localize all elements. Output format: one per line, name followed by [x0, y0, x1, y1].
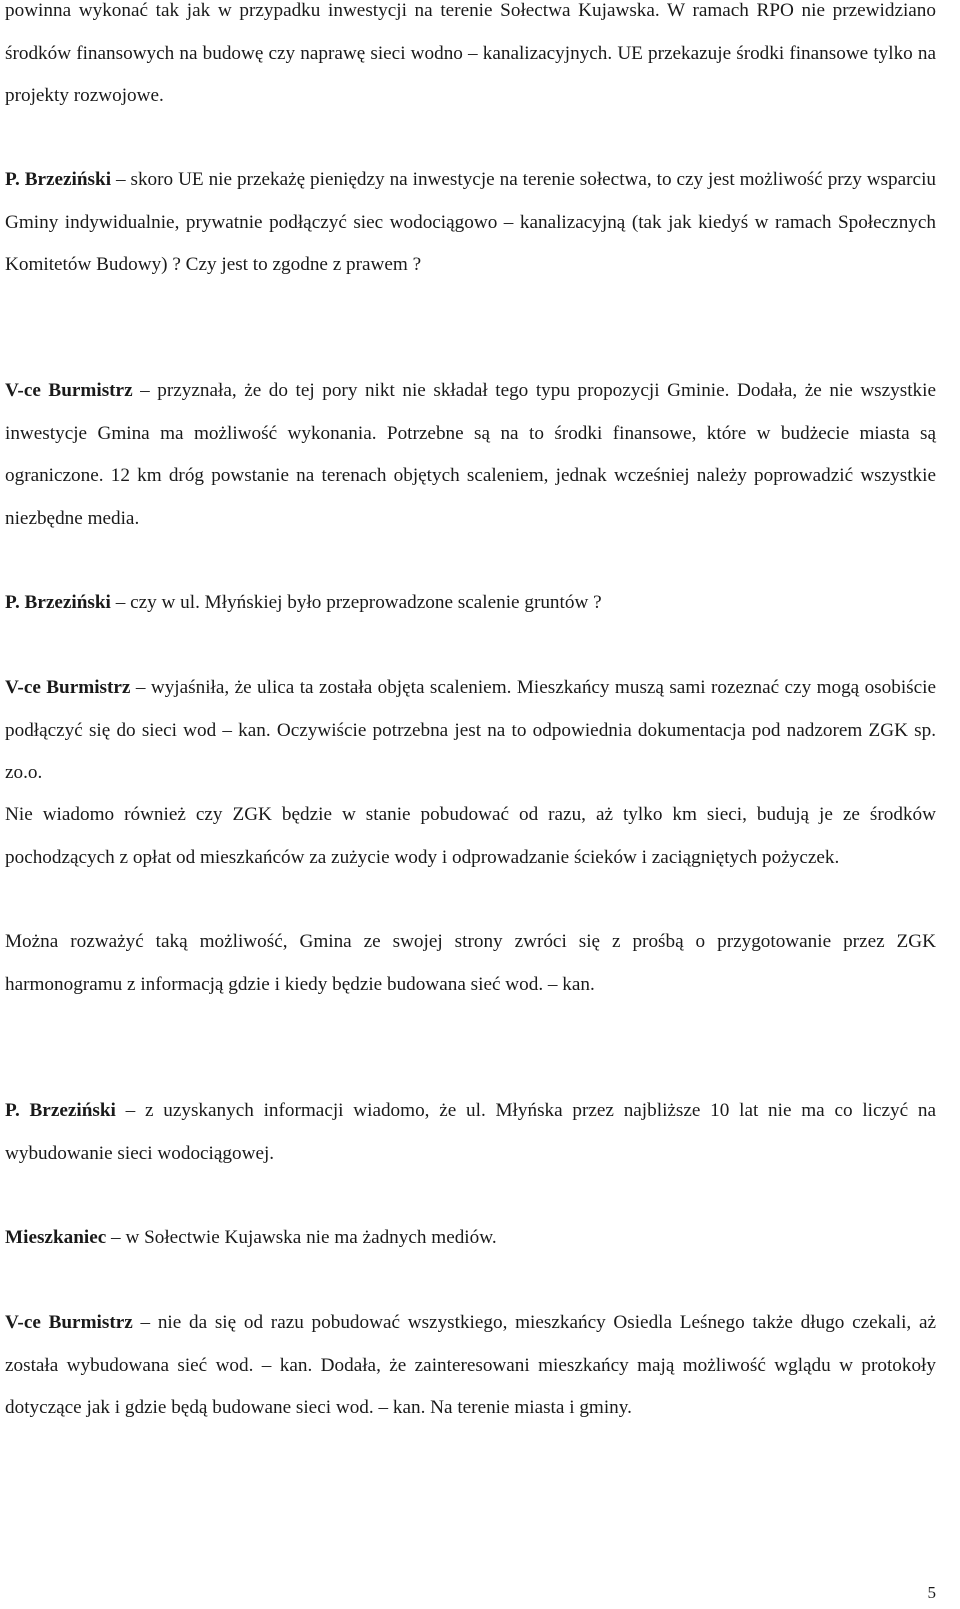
paragraph-brzezinski-3 — [5, 1090, 936, 1175]
speaker-name: P. Brzeziński — [5, 1100, 116, 1121]
speaker-name: V-ce Burmistrz — [5, 677, 131, 698]
paragraph-mieszkaniec — [5, 1217, 936, 1260]
paragraph-text: – skoro UE nie przekażę pieniędzy na inwestycje na terenie sołectwa, to czy jest możliwość przy wsparciu Gminy indywidualnie, prywatnie podłączyć siec wodociągowo – kanalizacyjną (tak jak kiedyś w ramach Społecznych Komitetów Budowy) ? Czy jest to zgodne z prawem ? — [5, 169, 936, 275]
speaker-name: V-ce Burmistrz — [5, 380, 133, 401]
speaker-name: V-ce Burmistrz — [5, 1312, 133, 1333]
paragraph-brzezinski-2 — [5, 582, 936, 625]
speaker-name: P. Brzeziński — [5, 169, 112, 190]
paragraph-text: Można rozważyć taką możliwość, Gmina ze swojej strony zwróci się z prośbą o przygotowanie przez ZGK harmonogramu z informacją gdzie i kiedy będzie budowana sieć wod. – kan. — [5, 931, 936, 995]
paragraph-text: – w Sołectwie Kujawska nie ma żadnych mediów. — [106, 1227, 497, 1248]
paragraph-text: – nie da się od razu pobudować wszystkiego, mieszkańcy Osiedla Leśnego także długo czekali, aż została wybudowana sieć wod. – kan. Dodała, że zainteresowani mieszkańcy mają możliwość wglądu w protokoły dotyczące jak i gdzie będą budowane sieci wod. – kan. Na terenie miasta i gminy. — [5, 1312, 936, 1418]
paragraph-brzezinski-1 — [5, 159, 936, 287]
paragraph-text: – czy w ul. Młyńskiej było przeprowadzone scalenie gruntów ? — [110, 592, 602, 613]
paragraph-vce-burmistrz-2 — [5, 667, 936, 795]
speaker-name: P. Brzeziński — [5, 592, 111, 613]
paragraph-text: powinna wykonać tak jak w przypadku inwestycji na terenie Sołectwa Kujawska. W ramach RPO nie przewidziano środków finansowych na budowę czy naprawę sieci wodno – kanalizacyjnych. UE przekazuje środki finansowe tylko na projekty rozwojowe. — [5, 0, 936, 106]
paragraph-zgk — [5, 794, 936, 879]
paragraph-text: Nie wiadomo również czy ZGK będzie w stanie pobudować od razu, aż tylko km sieci, budują je ze środków pochodzących z opłat od mieszkańców za zużycie wody i odprowadzanie ścieków i zaciągniętych pożyczek. — [5, 804, 936, 868]
paragraph-text: – wyjaśniła, że ulica ta została objęta scaleniem. Mieszkańcy muszą sami rozeznać czy mogą osobiście podłączyć się do sieci wod – kan. Oczywiście potrzebna jest na to odpowiednia dokumentacja pod nadzorem ZGK sp. zo.o. — [5, 677, 937, 783]
speaker-name: Mieszkaniec — [5, 1227, 107, 1248]
paragraph-continuation — [5, 0, 936, 118]
paragraph-text: – z uzyskanych informacji wiadomo, że ul. Młyńska przez najbliższe 10 lat nie ma co liczyć na wybudowanie sieci wodociągowej. — [5, 1100, 936, 1164]
paragraph-text: – przyznała, że do tej pory nikt nie składał tego typu propozycji Gminie. Dodała, że nie wszystkie inwestycje Gmina ma możliwość wykonania. Potrzebne są na to środki finansowe, które w budżecie miasta są ograniczone. 12 km dróg powstanie na terenach objętych scaleniem, jednak wcześniej należy poprowadzić wszystkie niezbędne media. — [5, 380, 936, 529]
page-number: 5 — [927, 1583, 936, 1602]
paragraph-vce-burmistrz-1 — [5, 370, 936, 540]
paragraph-harmonogram — [5, 921, 936, 1006]
paragraph-vce-burmistrz-3 — [5, 1302, 936, 1430]
